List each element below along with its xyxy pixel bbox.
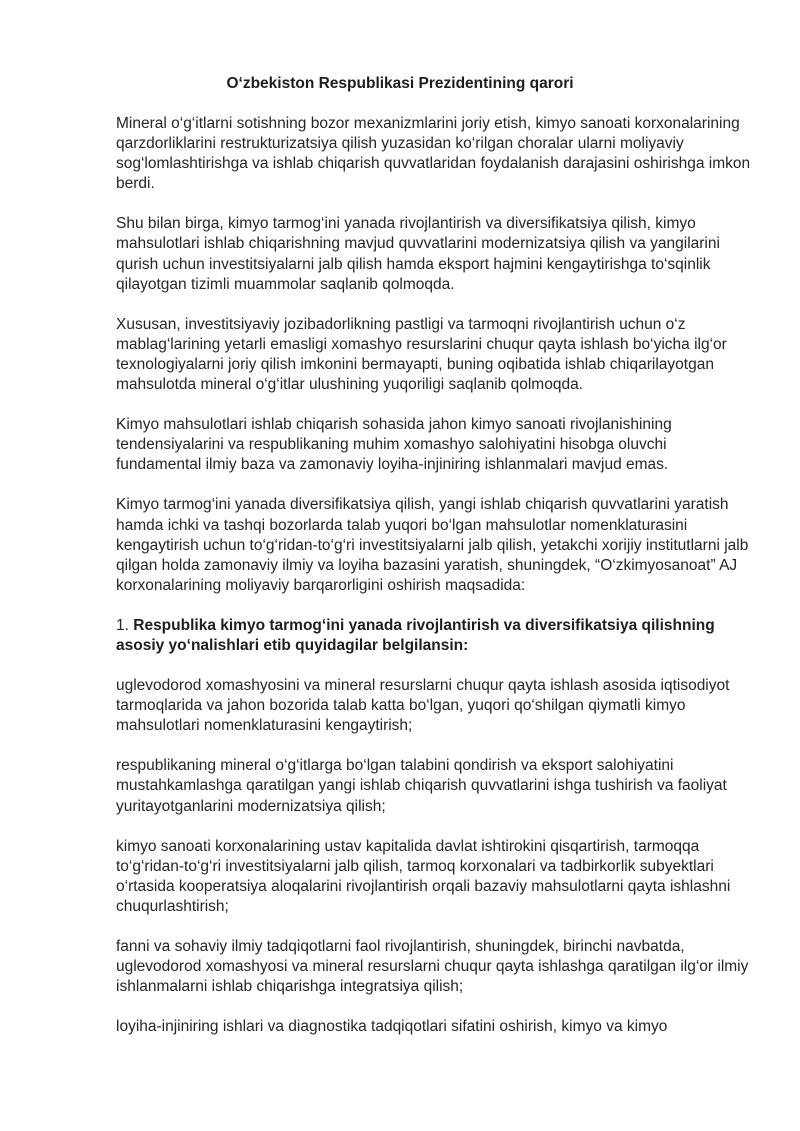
list-item: loyiha-injiniring ishlari va diagnostika tadqiqotlari sifatini oshirish, kimyo va kimyo	[116, 1018, 668, 1036]
list-item: respublikaning mineral o‘g‘itlarga bo‘lgan talabini qondirish va eksport salohiyatini mustahkamlashga qaratilgan yangi ishlab chiqarish quvvatlarini ishga tushirish va faoliyat yuritayotganlarini modernizatsiya qilish;	[116, 757, 727, 815]
paragraph: Kimyo tarmog‘ini yanada diversifikatsiya qilish, yangi ishlab chiqarish quvvatlarini yaratish hamda ichki va tashqi bozorlarda talab yuqori bo‘lgan mahsulotlar nomenklaturasini kengaytirish uchun to‘g‘ridan-to‘g‘ri investitsiyalarni jalb qilish, yetakchi xorijiy institutlarni jalb qilgan holda zamonaviy ilmiy va loyiha bazasini yaratish, shuningdek, “O‘zkimyosanoat” AJ korxonalarining moliyaviy barqarorligini oshirish maqsadida:	[116, 496, 749, 594]
list-item: uglevodorod xomashyosini va mineral resurslarni chuqur qayta ishlash asosida iqtisodiyot tarmoqlarida va jahon bozorida talab katta bo‘lgan, yuqori qo‘shilgan qiymatli kimyo mahsulotlari nomenklaturasini kengaytirish;	[116, 677, 730, 735]
paragraph: Xususan, investitsiyaviy jozibadorlikning pastligi va tarmoqni rivojlantirish uchun o‘z mablag‘larining yetarli emasligi xomashyo resurslarini chuqur qayta ishlash bo‘yicha ilg‘or texnologiyalarni joriy qilish imkonini bermayapti, buning oqibatida ishlab chiqarilayotgan mahsulotda mineral o‘g‘itlar ulushining yuqoriligi saqlanib qolmoqda.	[116, 315, 727, 394]
paragraph: Shu bilan birga, kimyo tarmog‘ini yanada rivojlantirish va diversifikatsiya qilish, kimyo mahsulotlari ishlab chiqarishning mavjud quvvatlarini modernizatsiya qilish va yangilarini qurish uchun investitsiyalarni jalb qilish hamda eksport hajmini kengaytirishga to‘sqinlik qilayotgan tizimli muammolar saqlanib qolmoqda.	[116, 215, 720, 293]
paragraph: Kimyo mahsulotlari ishlab chiqarish sohasida jahon kimyo sanoati rivojlanishining tendensiyalarini va respublikaning muhim xomashyo salohiyatini hisobga oluvchi fundamental ilmiy baza va zamonaviy loyiha-injiniring ishlanmalari mavjud emas.	[116, 416, 672, 474]
section-1	[116, 616, 756, 656]
list-item: kimyo sanoati korxonalarining ustav kapitalida davlat ishtirokini qisqartirish, tarmoqqa to‘g‘ridan-to‘g‘ri investitsiyalarni jalb qilish, tarmoq korxonalari va tadbirkorlik subyektlari o‘rtasida kooperatsiya aloqalarini rivojlantirish orqali bazaviy mahsulotlarni qayta ishlashni chuqurlashtirish;	[116, 837, 731, 915]
section-number: 1.	[116, 616, 129, 634]
document-body	[116, 114, 756, 1057]
section-heading: Respublika kimyo tarmog‘ini yanada rivojlantirish va diversifikatsiya qilishning asosiy yo‘nalishlari etib quyidagilar belgilansin:	[116, 616, 715, 654]
list-item: fanni va sohaviy ilmiy tadqiqotlarni faol rivojlantirish, shuningdek, birinchi navbatda, uglevodorod xomashyosi va mineral resurslarni chuqur qayta ishlashga qaratilgan ilg‘or ilmiy ishlanmalarni ishlab chiqarishga integratsiya qilish;	[116, 938, 749, 996]
document-title: O‘zbekiston Respublikasi Prezidentining qarori	[226, 75, 574, 92]
paragraph: Mineral o‘g‘itlarni sotishning bozor mexanizmlarini joriy etish, kimyo sanoati korxonalarining qarzdorliklarini restrukturizatsiya qilish yuzasidan ko‘rilgan choralar ularni moliyaviy sog‘lomlashtirishga va ishlab chiqarish quvvatlaridan foydalanish darajasini oshirishga imkon berdi.	[116, 115, 751, 193]
